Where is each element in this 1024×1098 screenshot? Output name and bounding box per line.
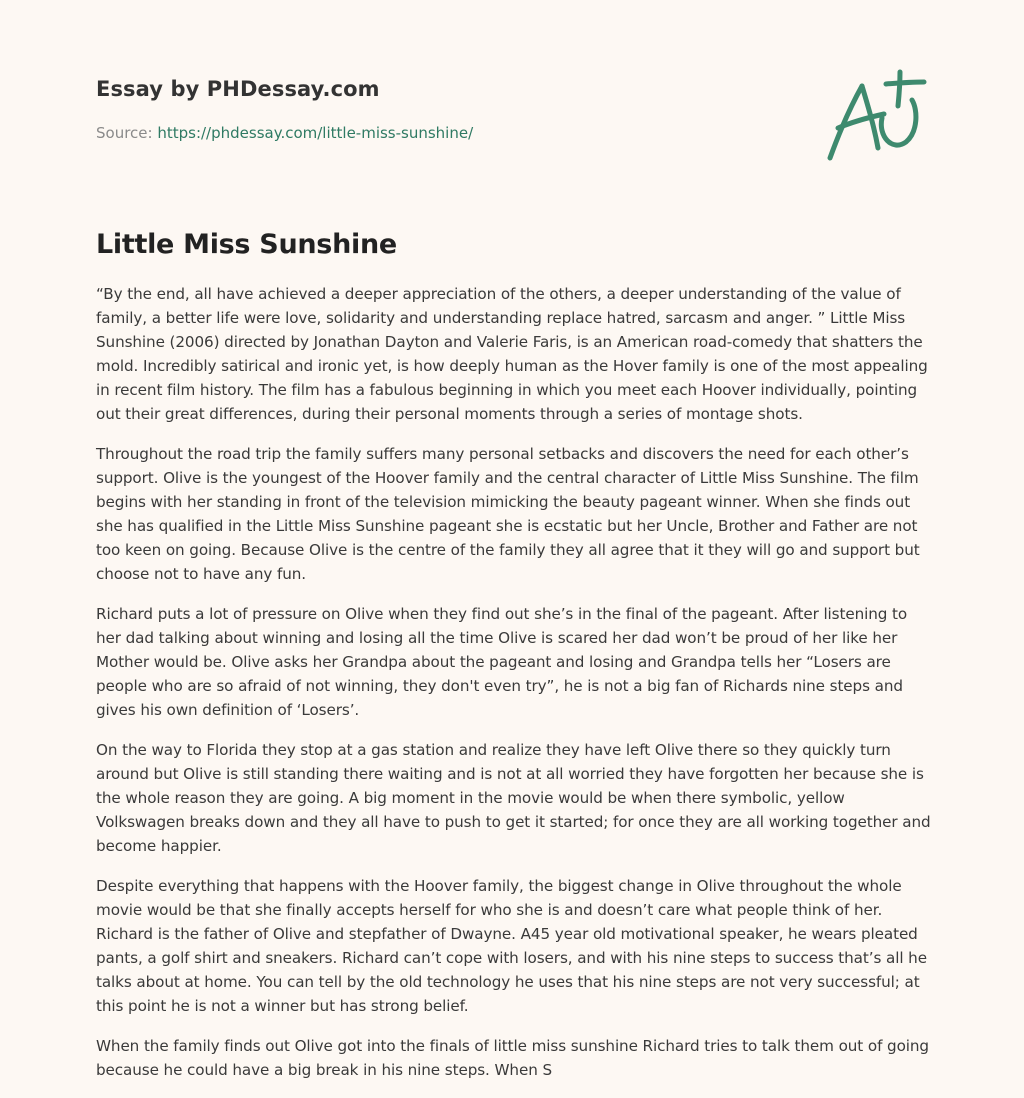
- essay-paragraph: On the way to Florida they stop at a gas station and realize they have left Olive there so they quickly turn around but Olive is still standing there waiting and is not at all worried they have forgotten her because she is the whole reason they are going. A big moment in the movie would be when there symbolic, yellow Volkswagen breaks down and they all have to push to get it started; for once they are all working together and become happier.: [96, 741, 931, 855]
- essay-paragraph: Throughout the road trip the family suffers many personal setbacks and discovers the need for each other’s support. Olive is the youngest of the Hoover family and the central character of Little Miss Sunshine. The film begins with her standing in front of the television mimicking the beauty pageant winner. When she finds out she has qualified in the Little Miss Sunshine pageant she is ecstatic but her Uncle, Brother and Father are not too keen on going. Because Olive is the centre of the family they all agree that it they will go and support but choose not to have any fun.: [96, 445, 920, 583]
- site-title: Essay by PHDessay.com: [96, 77, 380, 101]
- essay-paragraph: Despite everything that happens with the Hoover family, the biggest change in Olive throughout the whole movie would be that she finally accepts herself for who she is and doesn’t care what people think of her. Richard is the father of Olive and stepfather of Dwayne. A45 year old motivational speaker, he wears pleated pants, a golf shirt and sneakers. Richard can’t cope with losers, and with his nine steps to success that’s all he talks about at home. You can tell by the old technology he uses that his nine steps are not very successful; at this point he is not a winner but has strong belief.: [96, 877, 927, 1015]
- a-plus-logo-icon: [820, 66, 930, 166]
- essay-title: Little Miss Sunshine: [96, 229, 397, 260]
- essay-body: [96, 226, 932, 1098]
- essay-paragraph: When the family finds out Olive got into the finals of little miss sunshine Richard tries to talk them out of going because he could have a big break in his nine steps. When S: [96, 1037, 929, 1079]
- source-line: [96, 122, 796, 144]
- source-link[interactable]: https://phdessay.com/little-miss-sunshine/: [157, 124, 474, 142]
- source-label: Source:: [96, 124, 158, 142]
- essay-header: [96, 74, 796, 144]
- essay-paragraph: Richard puts a lot of pressure on Olive when they find out she’s in the final of the pageant. After listening to her dad talking about winning and losing all the time Olive is scared her dad won’t be proud of her like her Mother would be. Olive asks her Grandpa about the pageant and losing and Grandpa tells her “Losers are people who are so afraid of not winning, they don't even try”, he is not a big fan of Richards nine steps and gives his own definition of ‘Losers’.: [96, 605, 908, 719]
- essay-paragraph: “By the end, all have achieved a deeper appreciation of the others, a deeper understanding of the value of family, a better life were love, solidarity and understanding replace hatred, sarcasm and anger. ” Little Miss Sunshine (2006) directed by Jonathan Dayton and Valerie Faris, is an American road-comedy that shatters the mold. Incredibly satirical and ironic yet, is how deeply human as the Hover family is one of the most appealing in recent film history. The film has a fabulous beginning in which you meet each Hoover individually, pointing out their great differences, during their personal moments through a series of montage shots.: [96, 285, 928, 423]
